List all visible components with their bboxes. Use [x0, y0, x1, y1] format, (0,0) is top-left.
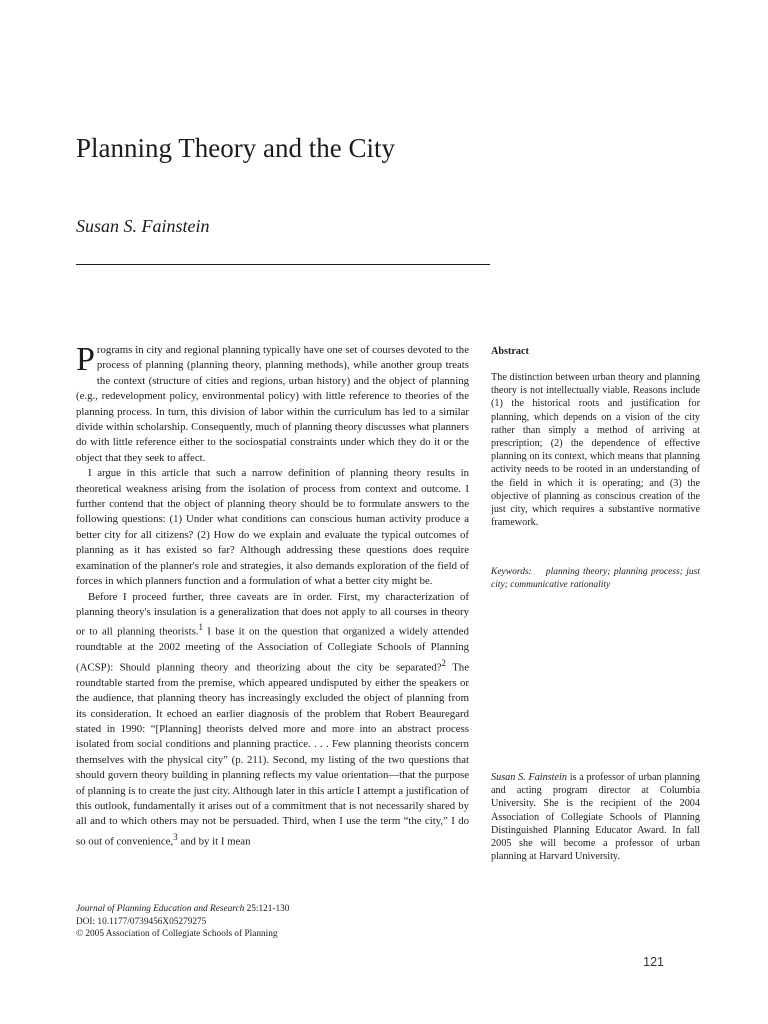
doi[interactable]: DOI: 10.1177/0739456X05279275 [76, 916, 207, 927]
paragraph-3-text-c: The roundtable started from the premise, which appeared undisputed by either the speakers or the audience, that planning theory has increasingly excluded the object of planning from its consideration. It echoed an earlier diagnosis of the problem that Robert Beauregard stated in 1990: “[Planning] theorists delved more and more into an abstract process isolated from social conditions and planning practice. . . . Few planning theorists concern themselves with the physical city” (p. 211). Second, my listing of the two questions that should govern theory building in planning reflects my value orientation—that the purpose of planning is to create the just city. Although later in this article I attempt a justification of this outlook, fundamentally it arises out of a commitment that is not necessarily shared by all and to which others may not be persuaded. Third, when I use the term “the city,” I do so out of convenience, [76, 661, 469, 848]
paragraph-2: I argue in this article that such a narrow definition of planning theory results in theoretical weakness arising from the isolation of process from context and outcome. I further contend that the object of planning theory should be to formulate answers to the following questions: (1) Under what conditions can conscious human activity produce a better city for all citizens? (2) How do we explain and evaluate the typical outcomes of planning as it has existed so far? Although addressing these questions does require examination of the planner's role and strategies, it also demands exploration of the field of forces in which planners function and a formulation of what a better city might be. [76, 467, 469, 588]
footnote-ref-2[interactable]: 2 [441, 657, 447, 668]
author-bio [491, 771, 700, 863]
article-author: Susan S. Fainstein [76, 216, 210, 236]
paragraph-3-text-b: I base it on the question that organized a widely attended roundtable at the 2002 meeting of the Association of Collegiate Schools of Planning (ACSP): Should planning theory and theorizing about the city be separated? [76, 625, 469, 674]
paragraph-1 [76, 343, 469, 466]
keywords [491, 566, 700, 592]
drop-cap: P [76, 341, 95, 378]
title-rule [76, 264, 490, 265]
bio-text: is a professor of urban planning and acting program director at Columbia University. She is the recipient of the 2004 Association of Collegiate Schools of Planning Distinguished Planning Educator Award. In fall 2005 she will become a professor of urban planning at Harvard University. [491, 772, 701, 863]
paragraph-1-text: rograms in city and regional planning typically have one set of courses devoted to the process of planning (planning theory, planning methods), while another group treats the context (structure of cities and regions, urban history) and the object of planning (e.g., redevelopment policy, environmental policy) with little reference to theories of the planning process. In turn, this division of labor within the curriculum has led to a similar divide within scholarship. Consequently, much of planning theory discusses what planners do with little reference either to the sociospatial constraints under which they do it or the object that they seek to affect. [76, 344, 469, 464]
journal-citation [76, 903, 476, 916]
journal-volume: 25:121-130 [244, 904, 290, 914]
bio-name: Susan S. Fainstein [491, 772, 567, 783]
keywords-label: Keywords: [491, 567, 532, 577]
publication-footer [76, 903, 476, 941]
journal-name: Journal of Planning Education and Research [76, 904, 245, 914]
footnote-ref-3[interactable]: 3 [173, 831, 178, 842]
paragraph-3-text-d: and by it I mean [177, 835, 251, 848]
article-title: Planning Theory and the City [76, 133, 395, 163]
paragraph-3 [76, 590, 469, 850]
keywords-text: planning theory; planning process; just city; communicative rationality [491, 567, 700, 590]
paragraph-3-text-a: Before I proceed further, three caveats are in order. First, my characterization of planning theory's insulation is a generalization that does not apply to all courses in theory or to all planning theorists. [76, 590, 469, 638]
body-text [76, 343, 469, 850]
footnote-ref-1[interactable]: 1 [198, 622, 203, 633]
copyright: © 2005 Association of Collegiate Schools of Planning [76, 929, 278, 940]
page-number: 121 [643, 955, 664, 969]
abstract-text: The distinction between urban theory and planning theory is not intellectually viable. Reasons include (1) the historical roots and justification for planning, which depends on a vision of the city rather than simply a method of arriving at prescription; (2) the dependence of effective planning on its context, which means that planning activity needs to be rooted in an understanding of the field in which it is operating; and (3) the objective of planning as conscious creation of the just city, which requires a substantive normative framework. [491, 372, 700, 529]
abstract-heading: Abstract [491, 346, 529, 357]
